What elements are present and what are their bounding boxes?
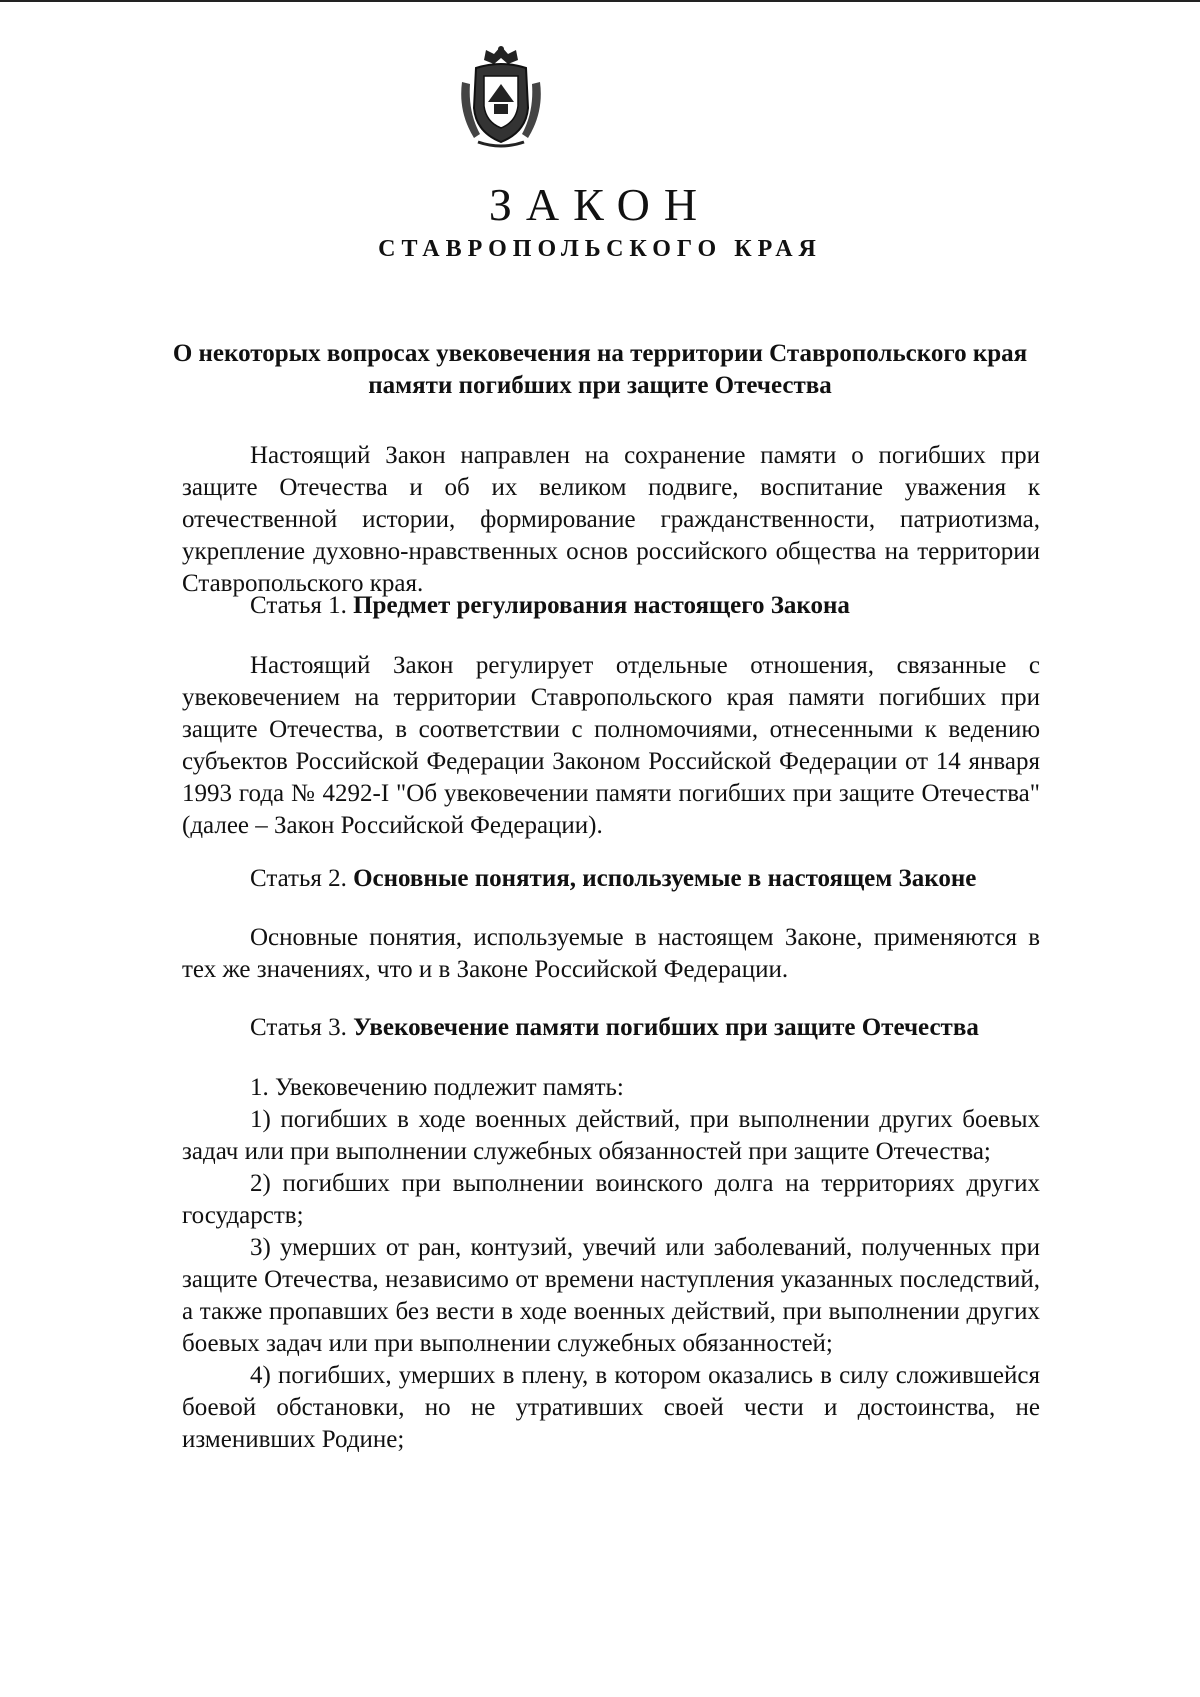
list-item: 3) умерших от ран, контузий, увечий или заболеваний, полученных при защите Отечества, независимо от времени наступления указанных последствий, а также пропавших без вести в ходе военных действий, при выполнении других боевых задач или при выполнении служебных обязанностей; xyxy=(182,1234,1040,1357)
article-3-title: Увековечение памяти погибших при защите Отечества xyxy=(353,1014,979,1041)
law-title-line-1: О некоторых вопросах увековечения на территории Ставропольского края xyxy=(172,340,1028,367)
article-3-heading xyxy=(250,1012,979,1044)
law-heading: ЗАКОН xyxy=(488,179,712,230)
article-1-text: Настоящий Закон регулирует отдельные отношения, связанные с увековечением на территории Ставропольского края памяти погибших при защите Отечества, в соответствии с полномочиями, отнесенными к ведению субъектов Российской Федерации Законом Российской Федерации от 14 января 1993 года № 4292-I "Об увековечении памяти погибших при защите Отечества" (далее – Закон Российской Федерации). xyxy=(182,652,1040,839)
article-1-title: Предмет регулирования настоящего Закона xyxy=(353,592,850,619)
article-2-text: Основные понятия, используемые в настоящем Законе, применяются в тех же значениях, что и в Законе Российской Федерации. xyxy=(182,924,1040,983)
preamble-text: Настоящий Закон направлен на сохранение памяти о погибших при защите Отечества и об их великом подвиге, воспитание уважения к отечественной истории, формирование гражданственности, патриотизма, укрепление духовно-нравственных основ российского общества на территории Ставропольского края. xyxy=(182,442,1040,597)
list-item: 4) погибших, умерших в плену, в котором оказались в силу сложившейся боевой обстановки, но не утративших своей чести и достоинства, не изменивших Родине; xyxy=(182,1362,1040,1453)
article-1-prefix: Статья 1. xyxy=(250,592,347,619)
coat-of-arms-icon xyxy=(456,42,546,150)
list-item: 1) погибших в ходе военных действий, при выполнении других боевых задач или при выполнении служебных обязанностей при защите Отечества; xyxy=(182,1106,1040,1165)
article-2-heading xyxy=(250,863,976,895)
article-2-body xyxy=(182,922,1040,986)
article-3-intro: 1. Увековечению подлежит память: xyxy=(250,1074,624,1101)
region-subtitle: СТАВРОПОЛЬСКОГО КРАЯ xyxy=(378,236,822,262)
page-top-border xyxy=(0,0,1200,2)
preamble xyxy=(182,440,1040,600)
article-1-heading xyxy=(250,590,850,622)
law-title-line-2: памяти погибших при защите Отечества xyxy=(368,372,832,399)
article-3-prefix: Статья 3. xyxy=(250,1014,347,1041)
article-3-body xyxy=(182,1072,1040,1456)
list-item: 2) погибших при выполнении воинского долга на территориях других государств; xyxy=(182,1170,1040,1229)
article-2-prefix: Статья 2. xyxy=(250,865,347,892)
article-2-title: Основные понятия, используемые в настоящем Законе xyxy=(353,865,977,892)
law-title xyxy=(0,338,1200,402)
article-1-body xyxy=(182,650,1040,842)
